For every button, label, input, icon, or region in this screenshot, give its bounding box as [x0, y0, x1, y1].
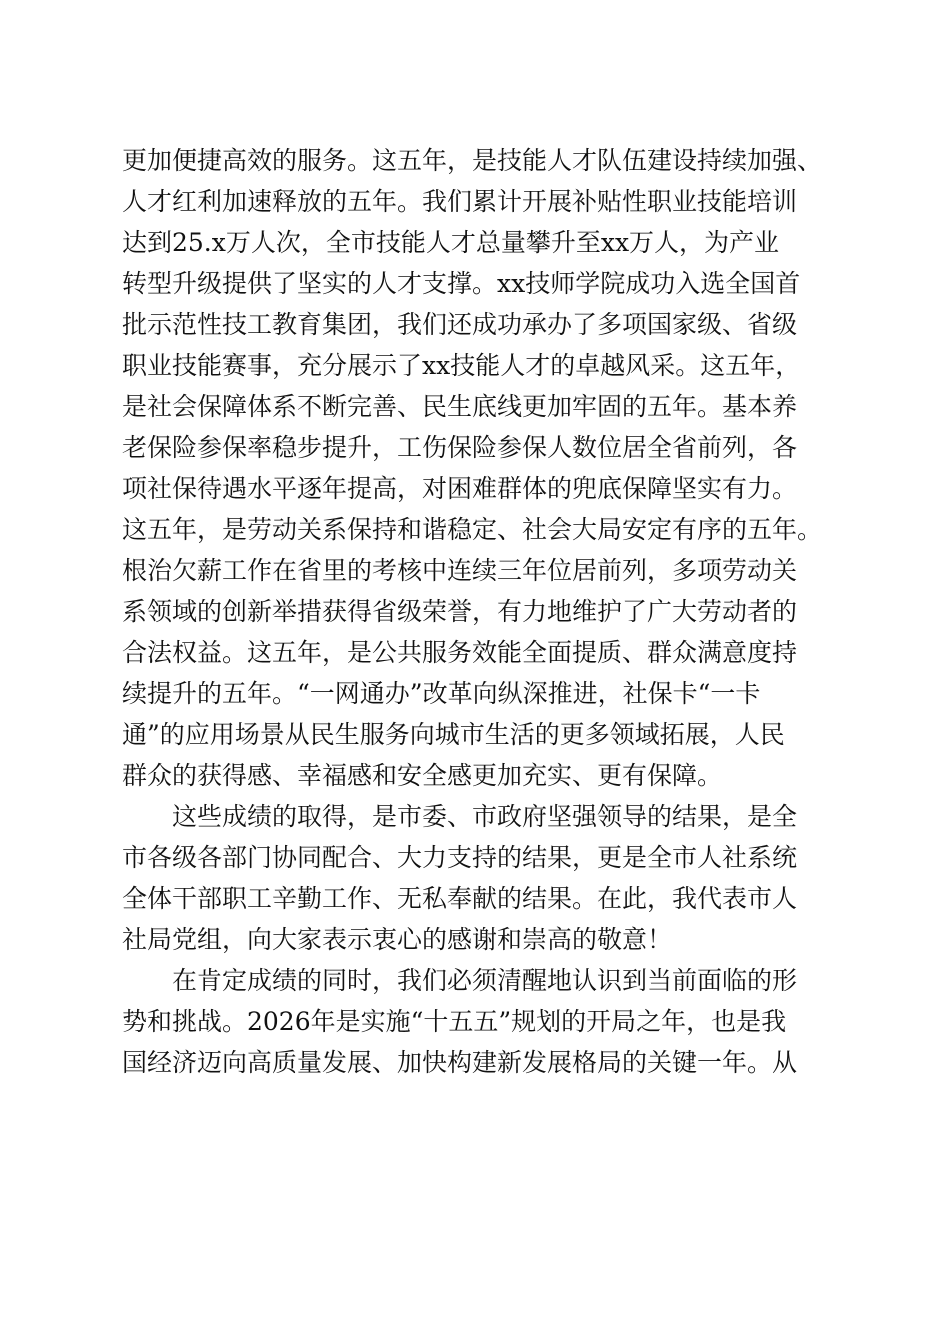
text-line: 批示范性技工教育集团，我们还成功承办了多项国家级、省级	[122, 310, 798, 339]
text-line: 群众的获得感、幸福感和安全感更加充实、更有保障。	[122, 761, 723, 790]
paragraph-challenges	[122, 960, 832, 1083]
text-line: 是社会保障体系不断完善、民生底线更加牢固的五年。基本养	[122, 392, 798, 421]
text-line: 续提升的五年。“一网通办”改革向纵深推进，社保卡“一卡	[122, 679, 761, 708]
text-line: 根治欠薪工作在省里的考核中连续三年位居前列，多项劳动关	[122, 556, 798, 585]
paragraph-thanks	[122, 796, 832, 960]
text-line: 更加便捷高效的服务。这五年，是技能人才队伍建设持续加强、	[122, 146, 823, 175]
text-line: 在肯定成绩的同时，我们必须清醒地认识到当前面临的形	[122, 966, 798, 995]
text-line: 这些成绩的取得，是市委、市政府坚强领导的结果，是全	[122, 802, 798, 831]
text-line: 社局党组，向大家表示衷心的感谢和崇高的敬意！	[122, 925, 673, 954]
paragraph-achievements	[122, 140, 832, 796]
text-line: 老保险参保率稳步提升，工伤保险参保人数位居全省前列，各	[122, 433, 798, 462]
text-line: 系领域的创新举措获得省级荣誉，有力地维护了广大劳动者的	[122, 597, 798, 626]
text-line: 合法权益。这五年，是公共服务效能全面提质、群众满意度持	[122, 638, 798, 667]
text-line: 职业技能赛事，充分展示了xx技能人才的卓越风采。这五年，	[122, 351, 801, 380]
text-line: 势和挑战。2026年是实施“十五五”规划的开局之年，也是我	[122, 1007, 787, 1036]
text-line: 通”的应用场景从民生服务向城市生活的更多领域拓展，人民	[122, 720, 785, 749]
text-line: 转型升级提供了坚实的人才支撑。xx技师学院成功入选全国首	[122, 269, 801, 298]
text-line: 市各级各部门协同配合、大力支持的结果，更是全市人社系统	[122, 843, 798, 872]
text-line: 项社保待遇水平逐年提高，对困难群体的兜底保障坚实有力。	[122, 474, 798, 503]
text-line: 这五年，是劳动关系保持和谐稳定、社会大局安定有序的五年。	[122, 515, 823, 544]
body-text	[122, 140, 832, 1083]
text-line: 人才红利加速释放的五年。我们累计开展补贴性职业技能培训	[122, 187, 798, 216]
text-line: 全体干部职工辛勤工作、无私奉献的结果。在此，我代表市人	[122, 884, 798, 913]
text-line: 国经济迈向高质量发展、加快构建新发展格局的关键一年。从	[122, 1048, 798, 1077]
text-line: 达到25.x万人次，全市技能人才总量攀升至xx万人，为产业	[122, 228, 780, 257]
